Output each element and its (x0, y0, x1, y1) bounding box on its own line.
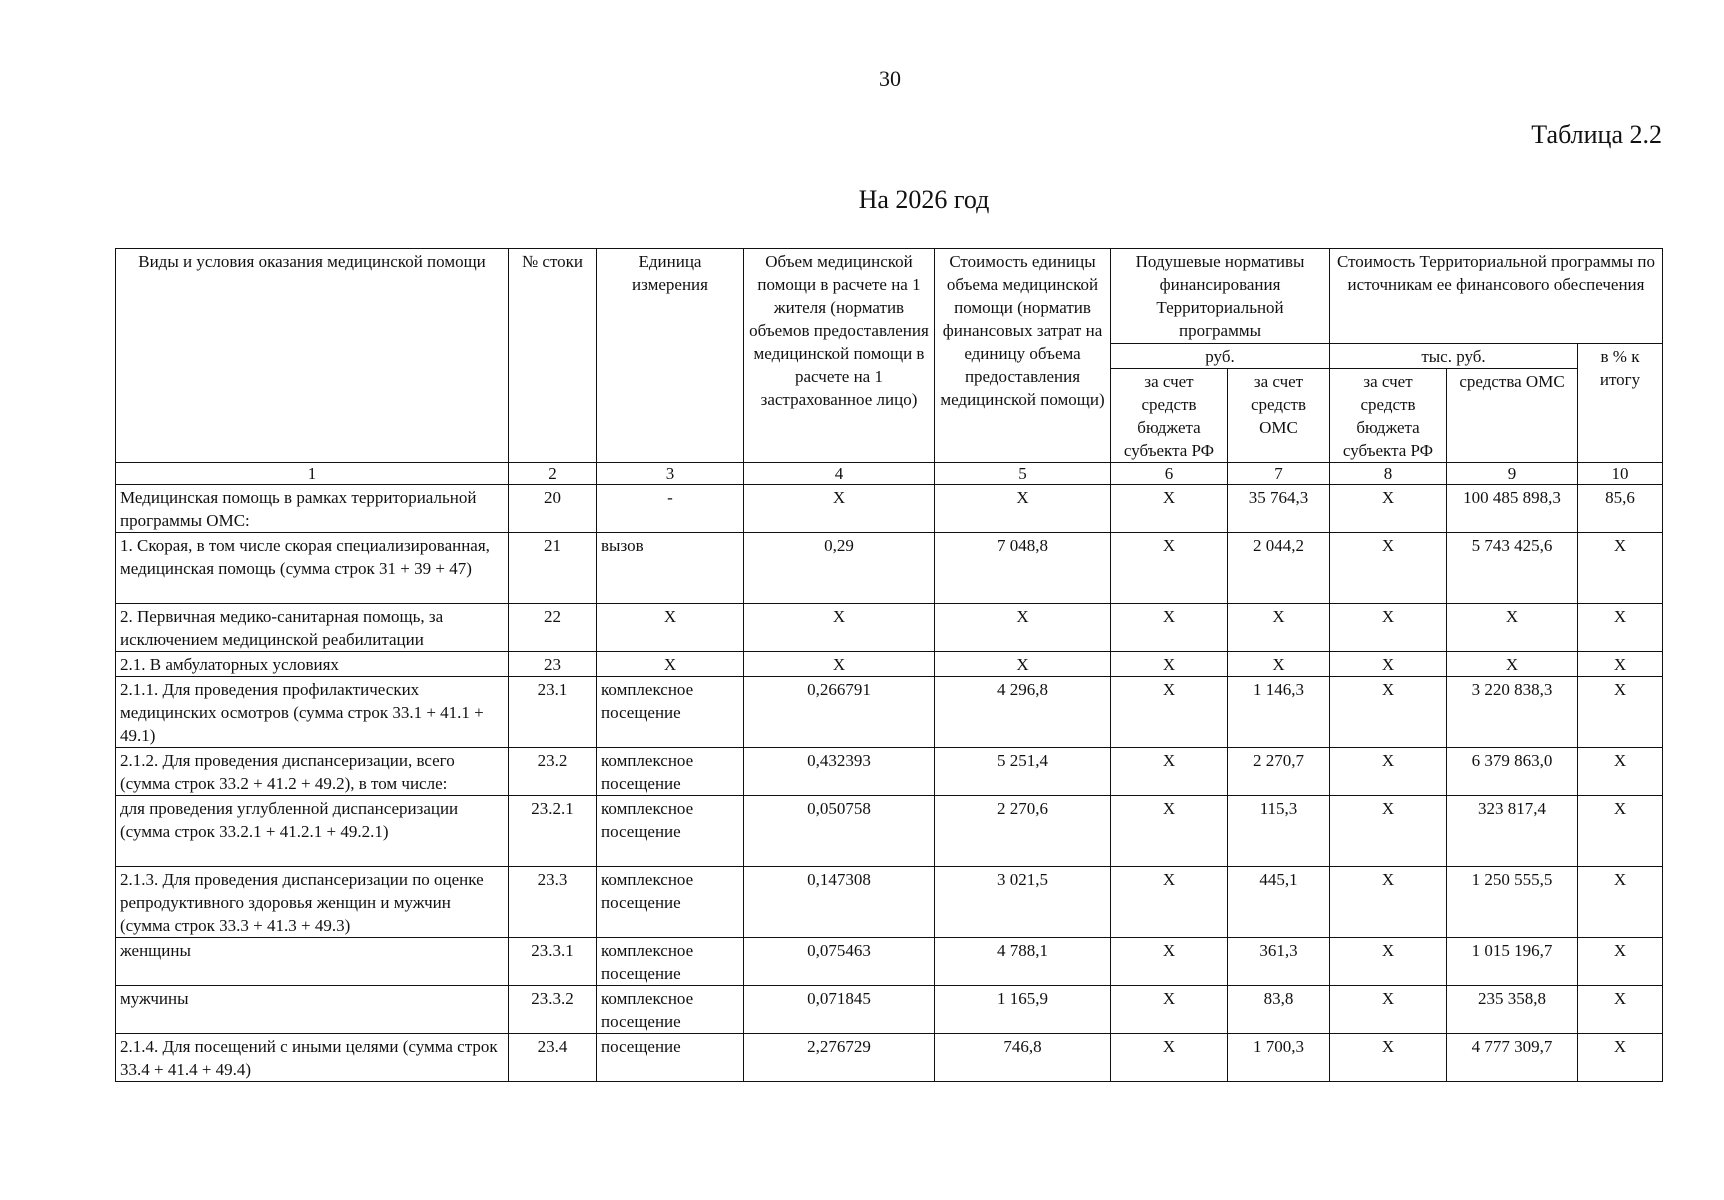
volume-cell: X (744, 652, 935, 677)
unit-cost-cell: X (935, 604, 1111, 652)
table-label: Таблица 2.2 (1531, 120, 1662, 149)
page-number: 30 (879, 66, 901, 91)
volume-cell: 0,147308 (744, 867, 935, 938)
budget-cost-cell: X (1330, 677, 1447, 748)
oms-cost-cell: 323 817,4 (1447, 796, 1578, 867)
oms-cost-cell: 235 358,8 (1447, 986, 1578, 1034)
table-row (116, 938, 1663, 986)
unit-cost-cell: 4 788,1 (935, 938, 1111, 986)
row-number: 23.2.1 (509, 796, 597, 867)
row-number: 22 (509, 604, 597, 652)
oms-cost-cell: 100 485 898,3 (1447, 485, 1578, 533)
oms-normative-cell: 2 270,7 (1228, 748, 1330, 796)
header-col-4: Объем медицинской помощи в расчете на 1 жителя (норматив объемов предоставления медицинской помощи в расчете на 1 застрахованное лицо) (744, 249, 935, 463)
header-group-cost: Стоимость Территориальной программы по источникам ее финансового обеспечения (1330, 249, 1663, 344)
header-col-7: за счет средств ОМС (1228, 369, 1330, 463)
row-number: 23.3.2 (509, 986, 597, 1034)
unit-cost-cell: 5 251,4 (935, 748, 1111, 796)
budget-normative-cell: X (1111, 485, 1228, 533)
column-number: 8 (1330, 463, 1447, 485)
budget-normative-cell: X (1111, 677, 1228, 748)
unit-cell: X (597, 604, 744, 652)
table-title: На 2026 год (858, 185, 990, 214)
unit-cost-cell: 746,8 (935, 1034, 1111, 1082)
header-col-6: за счет средств бюджета субъекта РФ (1111, 369, 1228, 463)
unit-cell: вызов (597, 533, 744, 604)
unit-cell: - (597, 485, 744, 533)
volume-cell: 0,266791 (744, 677, 935, 748)
budget-normative-cell: X (1111, 604, 1228, 652)
unit-cell: X (597, 652, 744, 677)
column-number: 2 (509, 463, 597, 485)
row-label: 2.1.2. Для проведения диспансеризации, всего (сумма строк 33.2 + 41.2 + 49.2), в том числе: (116, 748, 509, 796)
budget-cost-cell: X (1330, 938, 1447, 986)
row-label: 2.1. В амбулаторных условиях (116, 652, 509, 677)
budget-cost-cell: X (1330, 604, 1447, 652)
row-number: 23.3 (509, 867, 597, 938)
header-col-3: Единица измерения (597, 249, 744, 463)
unit-cell: комплексное посещение (597, 986, 744, 1034)
budget-cost-cell: X (1330, 1034, 1447, 1082)
unit-cost-cell: 7 048,8 (935, 533, 1111, 604)
volume-cell: X (744, 485, 935, 533)
volume-cell: 0,432393 (744, 748, 935, 796)
row-label: 1. Скорая, в том числе скорая специализированная, медицинская помощь (сумма строк 31 + 39 + 47) (116, 533, 509, 604)
percent-cell: X (1578, 986, 1663, 1034)
row-label: для проведения углубленной диспансеризации (сумма строк 33.2.1 + 41.2.1 + 49.2.1) (116, 796, 509, 867)
column-number: 1 (116, 463, 509, 485)
percent-cell: X (1578, 1034, 1663, 1082)
unit-cost-cell: 2 270,6 (935, 796, 1111, 867)
unit-cost-cell: 1 165,9 (935, 986, 1111, 1034)
percent-cell: X (1578, 748, 1663, 796)
table-row (116, 867, 1663, 938)
oms-normative-cell: X (1228, 604, 1330, 652)
oms-cost-cell: 3 220 838,3 (1447, 677, 1578, 748)
volume-cell: 0,075463 (744, 938, 935, 986)
budget-normative-cell: X (1111, 938, 1228, 986)
header-col-8: за счет средств бюджета субъекта РФ (1330, 369, 1447, 463)
column-number: 6 (1111, 463, 1228, 485)
row-number: 23.1 (509, 677, 597, 748)
table-row (116, 485, 1663, 533)
unit-cell: комплексное посещение (597, 867, 744, 938)
row-label: женщины (116, 938, 509, 986)
oms-cost-cell: 6 379 863,0 (1447, 748, 1578, 796)
table-row (116, 1034, 1663, 1082)
header-col-9: средства ОМС (1447, 369, 1578, 463)
budget-cost-cell: X (1330, 652, 1447, 677)
row-label: 2.1.3. Для проведения диспансеризации по оценке репродуктивного здоровья женщин и мужчин (сумма строк 33.3 + 41.3 + 49.3) (116, 867, 509, 938)
row-number: 23.2 (509, 748, 597, 796)
budget-cost-cell: X (1330, 867, 1447, 938)
column-number: 10 (1578, 463, 1663, 485)
header-unit-thous-rub: тыс. руб. (1330, 344, 1578, 369)
table-row (116, 533, 1663, 604)
budget-normative-cell: X (1111, 748, 1228, 796)
percent-cell: X (1578, 604, 1663, 652)
oms-normative-cell: 2 044,2 (1228, 533, 1330, 604)
budget-normative-cell: X (1111, 796, 1228, 867)
unit-cost-cell: 3 021,5 (935, 867, 1111, 938)
header-unit-rub: руб. (1111, 344, 1330, 369)
oms-cost-cell: 1 015 196,7 (1447, 938, 1578, 986)
budget-normative-cell: X (1111, 652, 1228, 677)
row-number: 23.3.1 (509, 938, 597, 986)
percent-cell: X (1578, 652, 1663, 677)
unit-cell: комплексное посещение (597, 748, 744, 796)
row-label: Медицинская помощь в рамках территориальной программы ОМС: (116, 485, 509, 533)
oms-cost-cell: X (1447, 604, 1578, 652)
oms-normative-cell: 115,3 (1228, 796, 1330, 867)
oms-cost-cell: 1 250 555,5 (1447, 867, 1578, 938)
unit-cost-cell: X (935, 485, 1111, 533)
column-number: 7 (1228, 463, 1330, 485)
unit-cost-cell: 4 296,8 (935, 677, 1111, 748)
oms-normative-cell: X (1228, 652, 1330, 677)
percent-cell: X (1578, 533, 1663, 604)
header-group-normatives: Подушевые нормативы финансирования Территориальной программы (1111, 249, 1330, 344)
row-label: 2. Первичная медико-санитарная помощь, за исключением медицинской реабилитации (116, 604, 509, 652)
table-row (116, 677, 1663, 748)
percent-cell: X (1578, 867, 1663, 938)
row-number: 23.4 (509, 1034, 597, 1082)
oms-cost-cell: 5 743 425,6 (1447, 533, 1578, 604)
row-label: 2.1.1. Для проведения профилактических медицинских осмотров (сумма строк 33.1 + 41.1 + 49.1) (116, 677, 509, 748)
row-number: 20 (509, 485, 597, 533)
header-col-2: № стоки (509, 249, 597, 463)
budget-cost-cell: X (1330, 533, 1447, 604)
budget-cost-cell: X (1330, 986, 1447, 1034)
table-row (116, 986, 1663, 1034)
budget-normative-cell: X (1111, 986, 1228, 1034)
oms-normative-cell: 1 700,3 (1228, 1034, 1330, 1082)
budget-cost-cell: X (1330, 748, 1447, 796)
table-header (116, 249, 1663, 485)
percent-cell: X (1578, 677, 1663, 748)
table-row (116, 796, 1663, 867)
column-number: 3 (597, 463, 744, 485)
row-label: 2.1.4. Для посещений с иными целями (сумма строк 33.4 + 41.4 + 49.4) (116, 1034, 509, 1082)
header-col-5: Стоимость единицы объема медицинской помощи (норматив финансовых затрат на единицу объема предоставления медицинской помощи) (935, 249, 1111, 463)
row-number: 23 (509, 652, 597, 677)
table-row (116, 604, 1663, 652)
oms-cost-cell: 4 777 309,7 (1447, 1034, 1578, 1082)
table-row (116, 652, 1663, 677)
oms-cost-cell: X (1447, 652, 1578, 677)
percent-cell: X (1578, 938, 1663, 986)
budget-cost-cell: X (1330, 485, 1447, 533)
oms-normative-cell: 83,8 (1228, 986, 1330, 1034)
header-col-1: Виды и условия оказания медицинской помощи (116, 249, 509, 463)
oms-normative-cell: 361,3 (1228, 938, 1330, 986)
percent-cell: 85,6 (1578, 485, 1663, 533)
row-label: мужчины (116, 986, 509, 1034)
oms-normative-cell: 1 146,3 (1228, 677, 1330, 748)
budget-normative-cell: X (1111, 1034, 1228, 1082)
table-row (116, 748, 1663, 796)
row-number: 21 (509, 533, 597, 604)
volume-cell: X (744, 604, 935, 652)
percent-cell: X (1578, 796, 1663, 867)
oms-normative-cell: 35 764,3 (1228, 485, 1330, 533)
oms-normative-cell: 445,1 (1228, 867, 1330, 938)
unit-cell: комплексное посещение (597, 796, 744, 867)
data-table (115, 248, 1663, 1082)
volume-cell: 0,050758 (744, 796, 935, 867)
table-body (116, 485, 1663, 1082)
volume-cell: 2,276729 (744, 1034, 935, 1082)
unit-cost-cell: X (935, 652, 1111, 677)
budget-normative-cell: X (1111, 533, 1228, 604)
column-number-row (116, 463, 1663, 485)
unit-cell: комплексное посещение (597, 677, 744, 748)
column-number: 9 (1447, 463, 1578, 485)
header-col-10: в % к итогу (1578, 344, 1663, 463)
budget-normative-cell: X (1111, 867, 1228, 938)
unit-cell: посещение (597, 1034, 744, 1082)
volume-cell: 0,29 (744, 533, 935, 604)
column-number: 4 (744, 463, 935, 485)
volume-cell: 0,071845 (744, 986, 935, 1034)
column-number: 5 (935, 463, 1111, 485)
unit-cell: комплексное посещение (597, 938, 744, 986)
budget-cost-cell: X (1330, 796, 1447, 867)
